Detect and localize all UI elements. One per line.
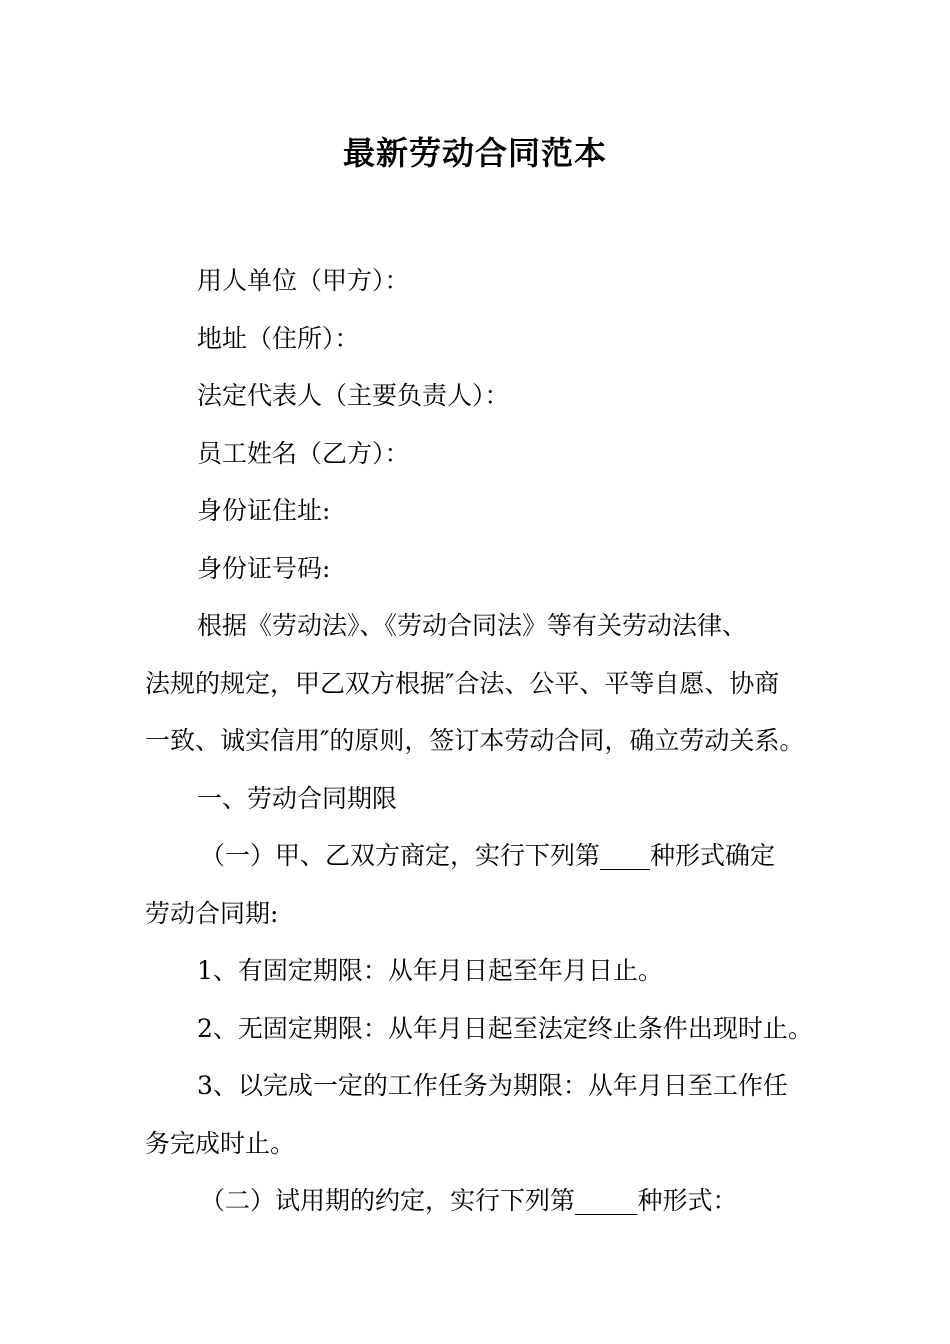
document-body <box>145 252 813 1230</box>
preamble-line: 一致、诚实信用″的原则，签订本劳动合同，确立劳动关系。 <box>145 726 805 755</box>
employer-field: 用人单位（甲方）： <box>197 266 410 295</box>
preamble-paragraph <box>145 597 807 770</box>
id-address-field: 身份证住址: <box>197 496 331 525</box>
preamble-line: 根据《劳动法》、《劳动合同法》等有关劳动法律、 <box>197 611 748 640</box>
document-title: 最新劳动合同范本 <box>342 134 607 172</box>
clause-term-form <box>145 827 807 942</box>
list-item-line: 3、以完成一定的工作任务为期限：从年月日至工作任 <box>197 1071 788 1100</box>
list-item: 1、有固定期限：从年月日起至年月日止。 <box>197 956 663 985</box>
list-item-line: 务完成时止。 <box>145 1128 296 1158</box>
clause-probation: （二）试用期的约定，实行下列第_____种形式： <box>200 1186 738 1215</box>
list-item: 2、无固定期限：从年月日起至法定终止条件出现时止。 <box>197 1013 813 1043</box>
section-heading: 一、劳动合同期限 <box>197 783 398 813</box>
employee-name-field: 员工姓名（乙方）： <box>197 438 410 468</box>
clause-line: （一）甲、乙双方商定，实行下列第____种形式确定 <box>200 841 776 870</box>
list-item <box>145 1057 807 1172</box>
legal-rep-field: 法定代表人（主要负责人）： <box>197 381 510 410</box>
preamble-line: 法规的规定，甲乙双方根据″合法、公平、平等自愿、协商 <box>145 668 780 698</box>
address-field: 地址（住所）： <box>197 323 360 353</box>
clause-line: 劳动合同期: <box>145 898 279 928</box>
id-number-field: 身份证号码: <box>197 553 331 583</box>
